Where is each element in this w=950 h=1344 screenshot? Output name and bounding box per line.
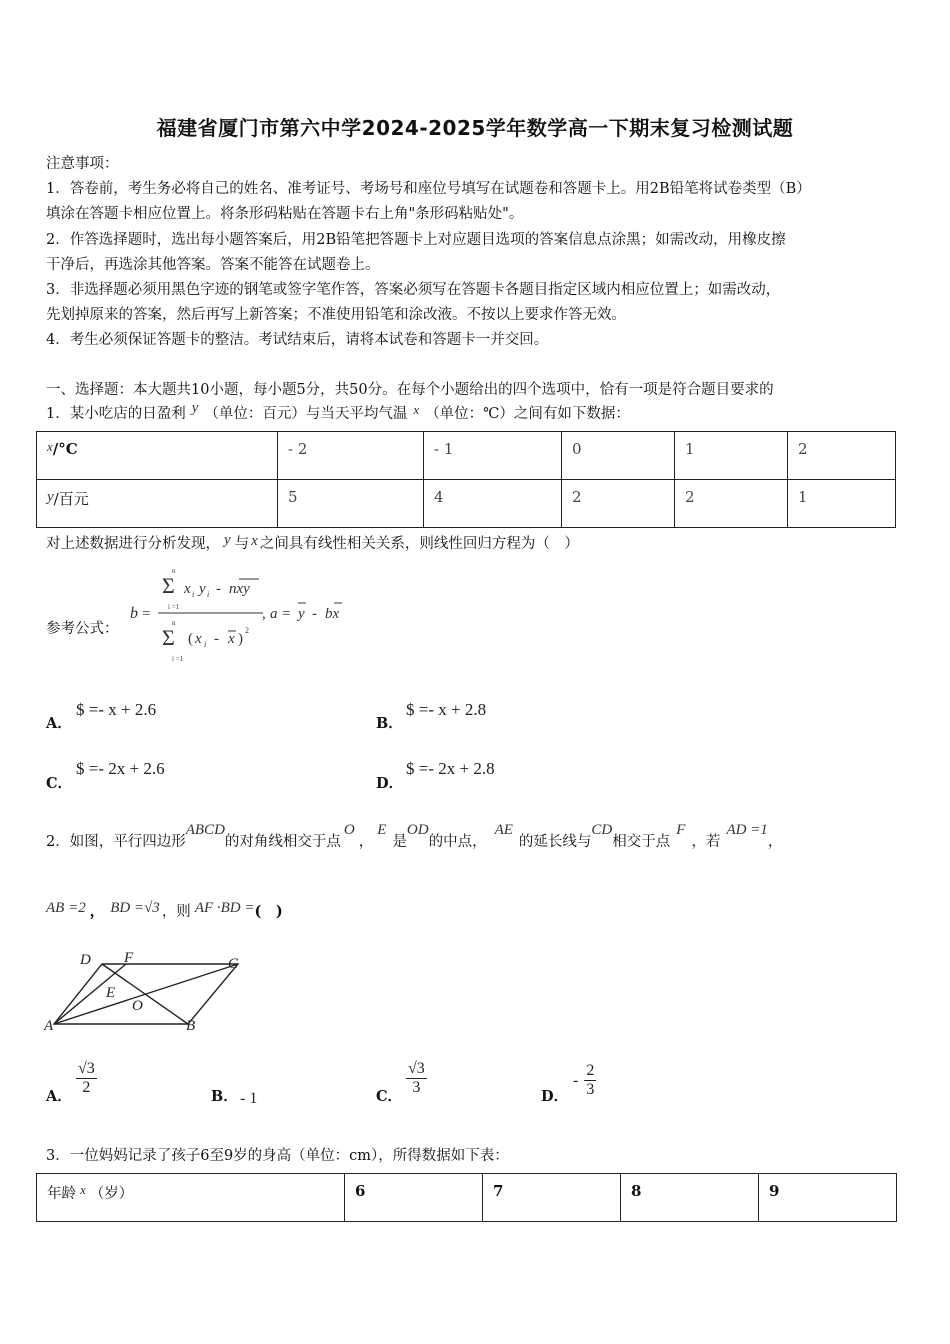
note-1b: 填涂在答题卡相应位置上。将条形码粘贴在答题卡右上角"条形码粘贴处"。: [46, 206, 524, 222]
svg-text:i =1: i =1: [172, 655, 184, 663]
svg-text:=: =: [282, 606, 291, 622]
q1-option-b-label[interactable]: B．: [376, 715, 403, 732]
q1-option-a-label[interactable]: A．: [46, 715, 72, 732]
table-header-cell: y/百元: [37, 480, 278, 528]
q2-option-a-label[interactable]: A．: [46, 1088, 72, 1105]
table-cell: 7: [483, 1174, 621, 1222]
svg-text:i: i: [192, 590, 195, 599]
fig-label-a: A: [44, 1018, 54, 1034]
fig-label-o: O: [132, 998, 143, 1014]
fig-label-b: B: [186, 1018, 196, 1034]
svg-text:i: i: [204, 640, 207, 649]
q2-option-d[interactable]: - $\frac{2}{3}$: [573, 1062, 595, 1098]
svg-text:x: x: [184, 581, 191, 597]
table-row: [37, 480, 896, 528]
svg-text:i =1: i =1: [168, 603, 180, 611]
svg-text:Σ: Σ: [162, 573, 175, 598]
svg-text:x: x: [228, 631, 235, 647]
q1-option-b[interactable]: $ =- x + 2.8: [406, 700, 487, 719]
page-title: 福建省厦门市第六中学2024-2025学年数学高一下期末复习检测试题: [156, 116, 794, 140]
section-heading: 一、选择题：本大题共10小题，每小题5分，共50分。在每个小题给出的四个选项中，恰有一项是符合题目要求的: [46, 382, 774, 398]
q2-option-c[interactable]: $\frac{√3}{3}$: [408, 1060, 425, 1096]
svg-text:(: (: [188, 631, 193, 647]
table-cell: 1: [675, 432, 788, 480]
table-header-cell: 年龄 x （岁）: [37, 1174, 345, 1222]
q2-stem-line2: AB =2 ， BD =√3 ，则 AF ·BD =( ): [46, 900, 283, 920]
q1-option-d[interactable]: $ =- 2x + 2.8: [406, 759, 495, 778]
table-cell: 8: [621, 1174, 759, 1222]
table-cell: 5: [278, 480, 424, 528]
svg-text:i: i: [207, 590, 210, 599]
formula-label: 参考公式：: [46, 621, 119, 637]
regression-formula: [128, 565, 358, 669]
table-cell: 1: [788, 480, 896, 528]
svg-text:-: -: [312, 606, 317, 622]
note-2a: 2．作答选择题时，选出每小题答案后，用2B铅笔把答题卡上对应题目选项的答案信息点涂黑；如需改动，用橡皮擦: [46, 232, 786, 248]
svg-text:y: y: [199, 581, 206, 597]
table-cell: 2: [788, 432, 896, 480]
table-row: [37, 1174, 897, 1222]
notes-heading: 注意事项：: [46, 156, 119, 172]
fig-label-c: C: [228, 956, 239, 972]
table-cell: 6: [345, 1174, 483, 1222]
q2-option-b-label[interactable]: B．: [211, 1088, 238, 1105]
svg-text:n: n: [172, 619, 176, 627]
q3-stem: 3．一位妈妈记录了孩子6至9岁的身高（单位：cm），所得数据如下表：: [46, 1148, 509, 1164]
svg-text:Σ: Σ: [162, 625, 175, 650]
q1-option-c[interactable]: $ =- 2x + 2.6: [76, 759, 165, 778]
q1-data-table: [36, 431, 896, 528]
fig-label-e: E: [106, 985, 116, 1001]
q3-data-table: [36, 1173, 897, 1222]
table-cell: 0: [562, 432, 675, 480]
q1-option-d-label[interactable]: D．: [376, 775, 404, 792]
table-cell: 2: [675, 480, 788, 528]
svg-text:n: n: [172, 567, 176, 575]
q2-option-c-label[interactable]: C．: [376, 1088, 403, 1105]
fig-label-f: F: [124, 950, 134, 966]
note-3a: 3．非选择题必须用黑色字迹的钢笔或签字笔作答，答案必须写在答题卡各题目指定区域内相应位置上；如需改动，: [46, 282, 781, 298]
svg-text:-: -: [216, 581, 221, 597]
svg-text:b: b: [130, 605, 138, 622]
table-cell: 4: [424, 480, 562, 528]
svg-text:a: a: [270, 606, 278, 622]
note-4: 4．考生必须保证答题卡的整洁。考试结束后，请将本试卷和答题卡一并交回。: [46, 332, 549, 348]
parallelogram-figure: [40, 946, 250, 1038]
svg-text:): ): [238, 631, 243, 647]
table-cell: 9: [759, 1174, 897, 1222]
table-cell: - 2: [278, 432, 424, 480]
fig-label-d: D: [80, 952, 91, 968]
q2-option-b[interactable]: - 1: [240, 1090, 258, 1107]
svg-text:,: ,: [262, 606, 266, 622]
svg-text:-: -: [214, 631, 219, 647]
q1-option-a[interactable]: $ =- x + 2.6: [76, 700, 157, 719]
q1-option-c-label[interactable]: C．: [46, 775, 73, 792]
svg-text:y: y: [298, 606, 305, 622]
note-3b: 先划掉原来的答案，然后再写上新答案；不准使用铅笔和涂改液。不按以上要求作答无效。: [46, 307, 626, 323]
svg-text:nxy: nxy: [229, 581, 250, 597]
table-row: [37, 432, 896, 480]
table-header-cell: x/°C: [37, 432, 278, 480]
svg-text:2: 2: [245, 626, 249, 635]
q2-option-d-label[interactable]: D．: [541, 1088, 569, 1105]
note-2b: 干净后，再选涂其他答案。答案不能答在试题卷上。: [46, 257, 380, 273]
note-1a: 1．答卷前，考生务必将自己的姓名、准考证号、考场号和座位号填写在试题卷和答题卡上。用2B铅笔将试卷类型（B）: [46, 181, 811, 197]
svg-text:x: x: [195, 631, 202, 647]
q1-stem: 1．某小吃店的日盈利 y （单位：百元）与当天平均气温 x （单位：℃）之间有如下数据：: [46, 400, 630, 422]
svg-text:bx: bx: [325, 606, 340, 622]
q1-followup: 对上述数据进行分析发现， y 与 x 之间具有线性相关关系，则线性回归方程为（ ）: [46, 532, 579, 552]
table-cell: 2: [562, 480, 675, 528]
q2-option-a[interactable]: $\frac{√3}{2}$: [78, 1060, 95, 1096]
svg-text:=: =: [142, 606, 151, 622]
table-cell: - 1: [424, 432, 562, 480]
q2-stem-line1: 2．如图，平行四边形ABCD的对角线相交于点O，E是OD的中点，AE的延长线与CD相交于点F，若AD =1，: [46, 822, 783, 850]
